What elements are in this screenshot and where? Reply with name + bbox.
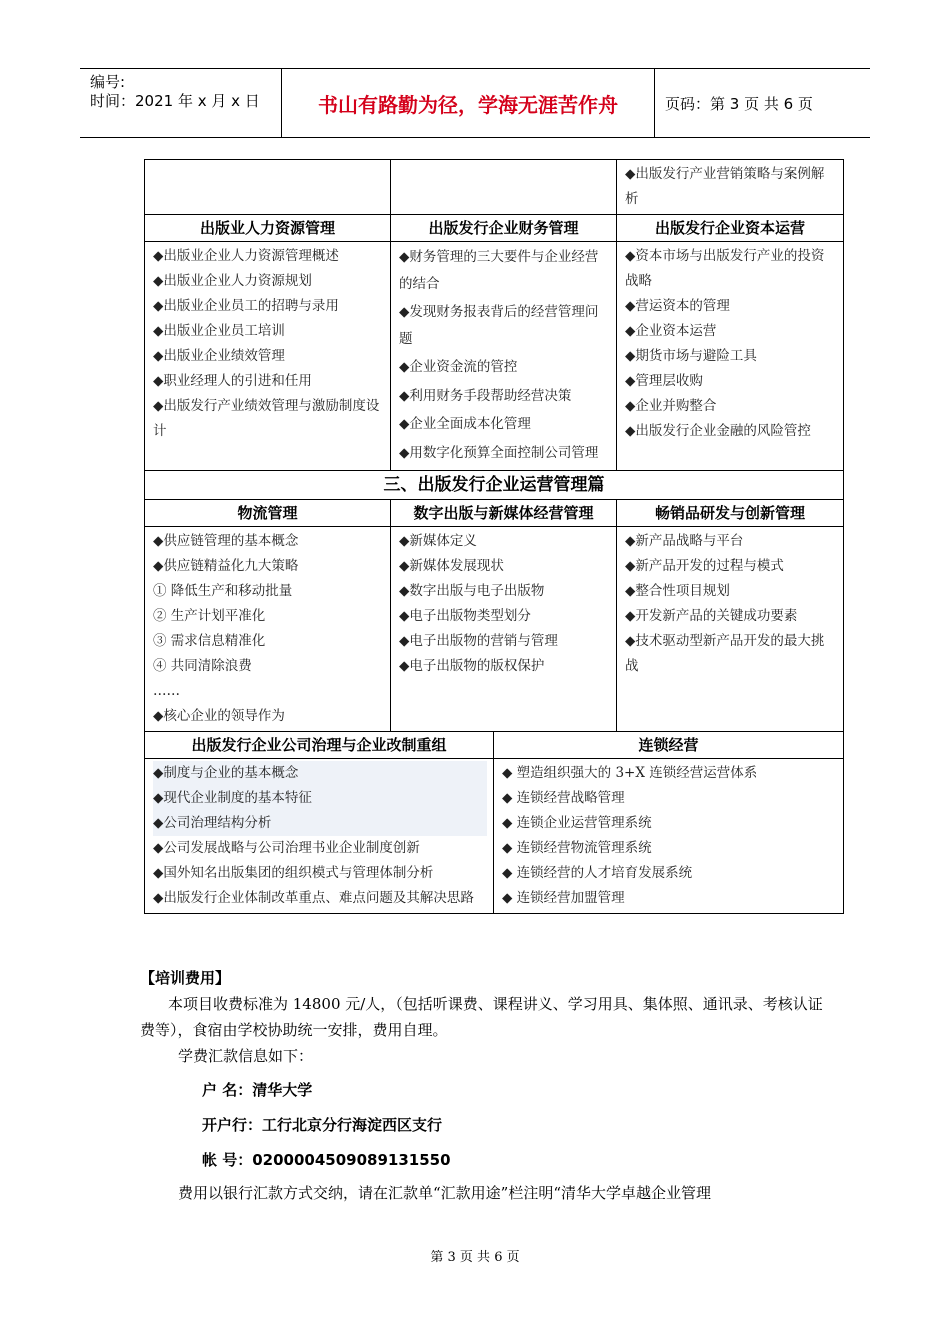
list-item: ◆企业资金流的管控 (399, 359, 518, 375)
list-item: ◆ 连锁经营物流管理系统 (502, 840, 652, 856)
list-item: ◆财务管理的三大要件与企业经营的结合 (399, 249, 599, 292)
list-item: ◆新产品开发的过程与模式 (625, 558, 784, 574)
list-item: ◆供应链管理的基本概念 (153, 533, 299, 549)
list-item: ◆开发新产品的关键成功要素 (625, 608, 798, 624)
table-row (145, 759, 844, 914)
list-item: ◆ 连锁经营的人才培育发展系统 (502, 865, 693, 881)
list-item: ◆电子出版物的营销与管理 (399, 633, 558, 649)
column-header: 出版发行企业财务管理 (391, 215, 617, 242)
header-meta (80, 69, 282, 137)
list-cell (145, 527, 391, 732)
list-item: ◆ 连锁经营加盟管理 (502, 890, 625, 906)
table-row (145, 242, 844, 471)
list-item: ◆新媒体定义 (399, 533, 477, 549)
list-cell (617, 527, 844, 732)
list-item: ◆核心企业的领导作为 (153, 708, 285, 724)
column-header: 物流管理 (145, 500, 391, 527)
list-item: ◆数字出版与电子出版物 (399, 583, 545, 599)
column-header: 出版业人力资源管理 (145, 215, 391, 242)
list-item: ◆职业经理人的引进和任用 (153, 373, 312, 389)
table-cell: ◆出版发行产业营销策略与案例解析 (617, 160, 844, 215)
list-item: ◆现代企业制度的基本特征 (153, 786, 487, 811)
list-item: ◆出版业企业绩效管理 (153, 348, 285, 364)
account-name: 户 名：清华大学 (202, 1081, 313, 1099)
fees-paragraph: 学费汇款信息如下： (178, 1047, 314, 1065)
table-header-row (145, 732, 844, 759)
list-item: ◆出版业企业员工的招聘与录用 (153, 298, 339, 314)
list-item: ◆企业并购整合 (625, 398, 717, 414)
table-header-row (145, 500, 844, 527)
column-header: 出版发行企业资本运营 (617, 215, 844, 242)
list-item: ④ 共同清除浪费 (153, 658, 252, 674)
list-item: ◆出版发行企业体制改革重点、难点问题及其解决思路 (153, 890, 474, 906)
list-item: ◆电子出版物的版权保护 (399, 658, 545, 674)
list-item: ◆ 塑造组织强大的 3+X 连锁经营运营体系 (502, 765, 758, 781)
column-header: 连锁经营 (494, 732, 844, 759)
column-header: 数字出版与新媒体经营管理 (391, 500, 617, 527)
list-item: ◆公司治理结构分析 (153, 811, 487, 836)
list-cell (391, 527, 617, 732)
list-item: ◆用数字化预算全面控制公司管理 (399, 444, 599, 461)
list-cell (145, 759, 494, 914)
list-item: ◆出版业企业员工培训 (153, 323, 285, 339)
section-title: 三、出版发行企业运营管理篇 (145, 471, 844, 500)
list-cell (145, 242, 391, 471)
list-cell (494, 759, 844, 914)
account-number: 帐 号：0200004509089131550 (202, 1151, 451, 1169)
fees-paragraph: 本项目收费标准为 14800 元/人，（包括听课费、课程讲义、学习用具、集体照、通讯录、考核认证费等），食宿由学校协助统一安排，费用自理。 (140, 995, 823, 1039)
column-header: 畅销品研发与创新管理 (617, 500, 844, 527)
list-item: ◆出版发行企业金融的风险管控 (625, 423, 811, 439)
page-footer: 第 3 页 共 6 页 (430, 1250, 520, 1265)
number-label: 编号: (90, 73, 126, 91)
table-row (145, 527, 844, 732)
list-item: ◆整合性项目规划 (625, 583, 730, 599)
fees-title: 【培训费用】 (140, 969, 231, 987)
list-item: ② 生产计划平准化 (153, 608, 266, 624)
list-item: ◆新产品战略与平台 (625, 533, 744, 549)
section-row (145, 471, 844, 500)
list-item: ◆管理层收购 (625, 373, 703, 389)
fees-paragraph: 费用以银行汇款方式交纳，请在汇款单“汇款用途”栏注明“清华大学卓越企业管理 (178, 1184, 712, 1202)
list-item: ◆企业全面成本化管理 (399, 416, 531, 432)
table-row-top (145, 160, 844, 215)
fees-section (140, 965, 830, 1206)
list-item: ◆供应链精益化九大策略 (153, 558, 299, 574)
list-item: ◆电子出版物类型划分 (399, 608, 531, 624)
list-item: ◆出版业企业人力资源管理概述 (153, 248, 339, 264)
table-header-row (145, 215, 844, 242)
column-header: 出版发行企业公司治理与企业改制重组 (145, 732, 494, 759)
list-item: …… (153, 683, 180, 699)
list-item: ◆公司发展战略与公司治理书业企业制度创新 (153, 840, 420, 856)
list-item: ◆制度与企业的基本概念 (153, 761, 487, 786)
list-item: ◆新媒体发展现状 (399, 558, 504, 574)
list-cell (391, 242, 617, 471)
date-label: 时间：2021 年 x 月 x 日 (90, 92, 260, 110)
list-item: ◆出版业企业人力资源规划 (153, 273, 312, 289)
bank-name: 开户行：工行北京分行海淀西区支行 (202, 1116, 443, 1134)
list-item: ◆期货市场与避险工具 (625, 348, 757, 364)
list-item: ◆ 连锁经营战略管理 (502, 790, 625, 806)
list-item: ◆资本市场与出版发行产业的投资战略 (625, 248, 825, 289)
list-cell (617, 242, 844, 471)
page-header (80, 68, 870, 138)
header-page-label: 页码：第 3 页 共 6 页 (665, 94, 813, 113)
list-item: ③ 需求信息精准化 (153, 633, 266, 649)
list-item: ◆国外知名出版集团的组织模式与管理体制分析 (153, 865, 434, 881)
list-item: ◆营运资本的管理 (625, 298, 730, 314)
list-item: ◆企业资本运营 (625, 323, 717, 339)
list-item: ◆利用财务手段帮助经营决策 (399, 387, 572, 404)
list-item: ◆出版发行产业绩效管理与激励制度设计 (153, 398, 380, 439)
header-motto: 书山有路勤为径，学海无涯苦作舟 (282, 69, 655, 137)
list-item: ◆技术驱动型新产品开发的最大挑战 (625, 633, 825, 674)
course-table (144, 159, 843, 914)
list-item: ① 降低生产和移动批量 (153, 583, 293, 599)
list-item: ◆ 连锁企业运营管理系统 (502, 815, 652, 831)
list-item: ◆发现财务报表背后的经营管理问题 (399, 304, 599, 347)
